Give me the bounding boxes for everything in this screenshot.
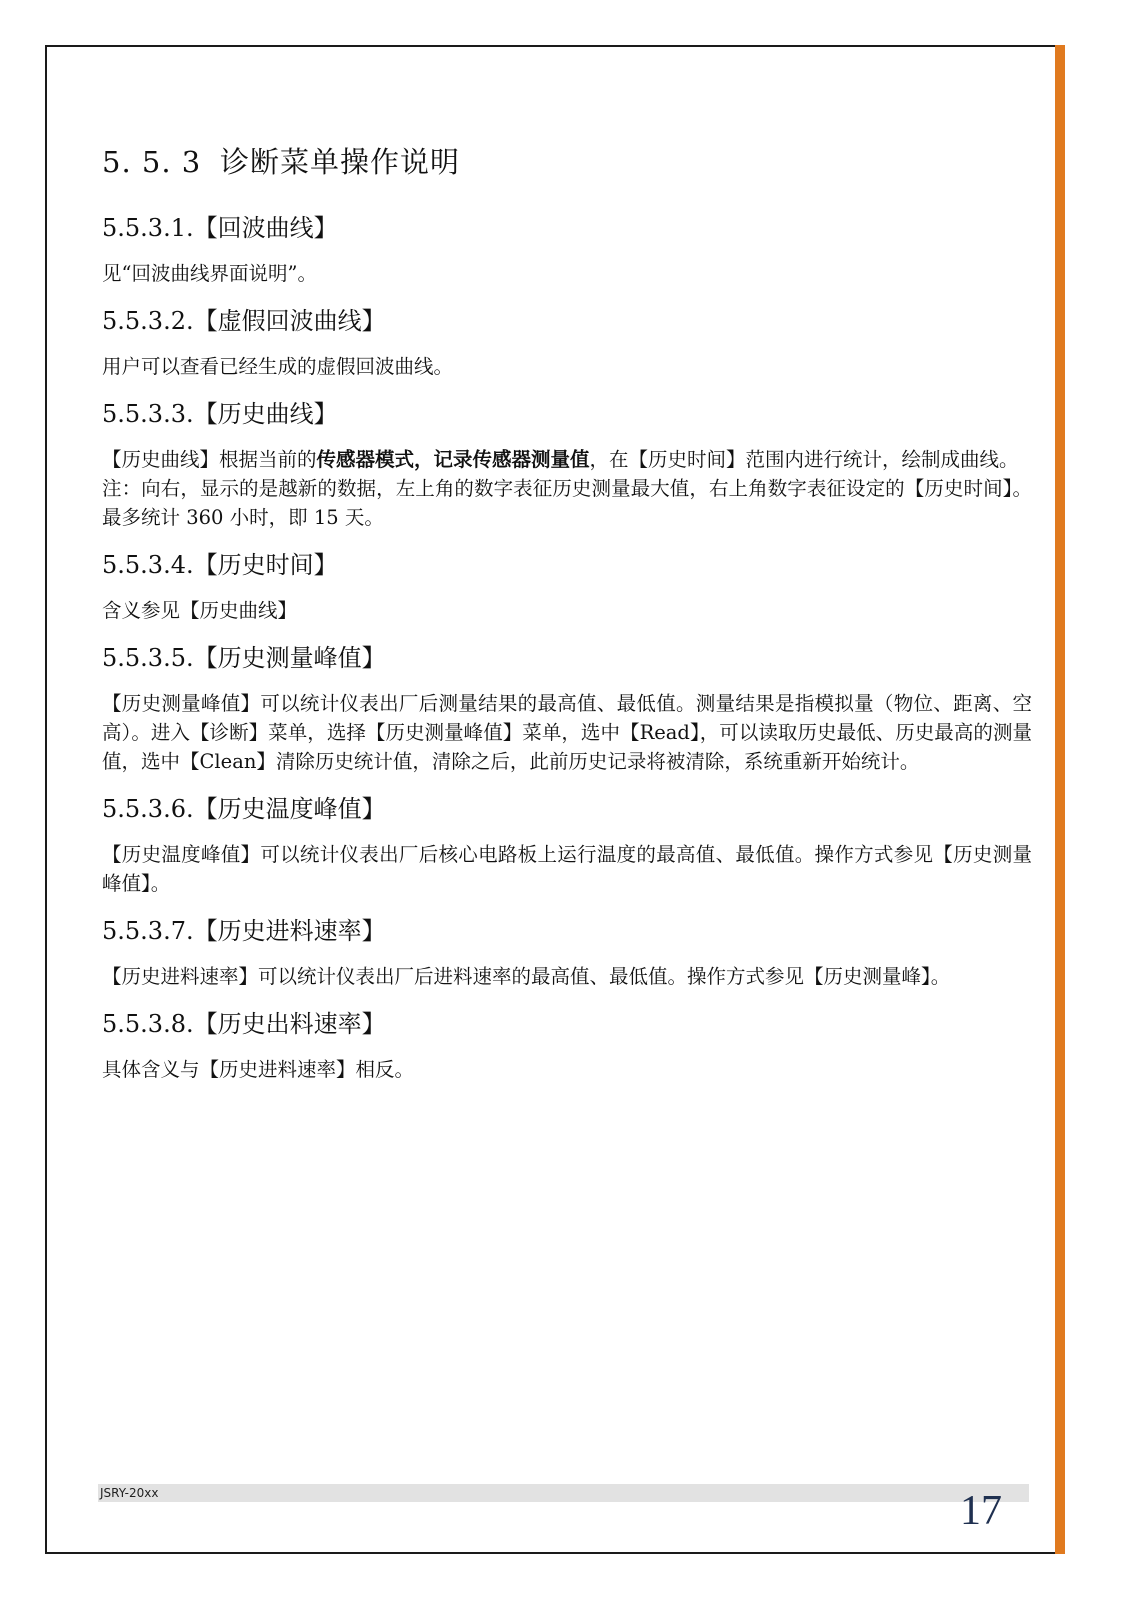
subsection-title: 5.5.3.5.【历史测量峰值】 [102, 644, 386, 672]
subsection-title: 5.5.3.1.【回波曲线】 [102, 214, 338, 242]
section-title: 诊断菜单操作说明 [220, 145, 461, 179]
subsection-title: 5.5.3.2.【虚假回波曲线】 [102, 307, 386, 335]
section-number: 5. 5. 3 [102, 145, 202, 179]
paragraph: 用户可以查看已经生成的虚假回波曲线。 [102, 355, 454, 378]
accent-bar [1055, 45, 1065, 1554]
paragraph: 【历史测量峰值】可以统计仪表出厂后测量结果的最高值、最低值。测量结果是指模拟量（物位、距离、空高）。进入【诊断】菜单，选择【历史测量峰值】菜单，选中【Read】，可以读取历史最低、历史最高的测量值，选中【Clean】清除历史统计值，清除之后，此前历史记录将被清除，系统重新开始统计。 [102, 692, 1032, 773]
paragraph-text: 【历史曲线】根据当前的 [102, 448, 317, 471]
subsection-title: 5.5.3.7.【历史进料速率】 [102, 917, 386, 945]
paragraph: 见“回波曲线界面说明”。 [102, 262, 317, 285]
note-paragraph: 注：向右，显示的是越新的数据，左上角的数字表征历史测量最大值，右上角数字表征设定的【历史时间】。最多统计 360 小时，即 15 天。 [102, 477, 1032, 529]
subsection-5-5-3-5 [102, 641, 1032, 776]
paragraph: 含义参见【历史曲线】 [102, 599, 298, 622]
subsection-5-5-3-4 [102, 548, 1032, 625]
subsection-5-5-3-8 [102, 1007, 1032, 1084]
document-content [102, 140, 1032, 1100]
paragraph-text: ，在【历史时间】范围内进行统计，绘制成曲线。 [589, 448, 1019, 471]
paragraph: 【历史进料速率】可以统计仪表出厂后进料速率的最高值、最低值。操作方式参见【历史测量峰】。 [102, 965, 951, 988]
page-number: 17 [960, 1488, 1002, 1534]
subsection-title: 5.5.3.4.【历史时间】 [102, 551, 338, 579]
paragraph-bold-text: 传感器模式，记录传感器测量值 [316, 448, 590, 471]
subsection-5-5-3-1 [102, 211, 1032, 288]
subsection-5-5-3-7 [102, 914, 1032, 991]
paragraph: 具体含义与【历史进料速率】相反。 [102, 1058, 415, 1081]
paragraph: 【历史温度峰值】可以统计仪表出厂后核心电路板上运行温度的最高值、最低值。操作方式参见【历史测量峰值】。 [102, 843, 1032, 895]
subsection-title: 5.5.3.8.【历史出料速率】 [102, 1010, 386, 1038]
subsection-5-5-3-2 [102, 304, 1032, 381]
section-heading [102, 140, 1032, 181]
subsection-title: 5.5.3.3.【历史曲线】 [102, 400, 338, 428]
subsection-title: 5.5.3.6.【历史温度峰值】 [102, 795, 386, 823]
paragraph [102, 445, 1032, 474]
subsection-5-5-3-6 [102, 792, 1032, 898]
footer-code: JSRY-20xx [100, 1486, 159, 1500]
footer-band [98, 1484, 1029, 1502]
subsection-5-5-3-3 [102, 397, 1032, 532]
